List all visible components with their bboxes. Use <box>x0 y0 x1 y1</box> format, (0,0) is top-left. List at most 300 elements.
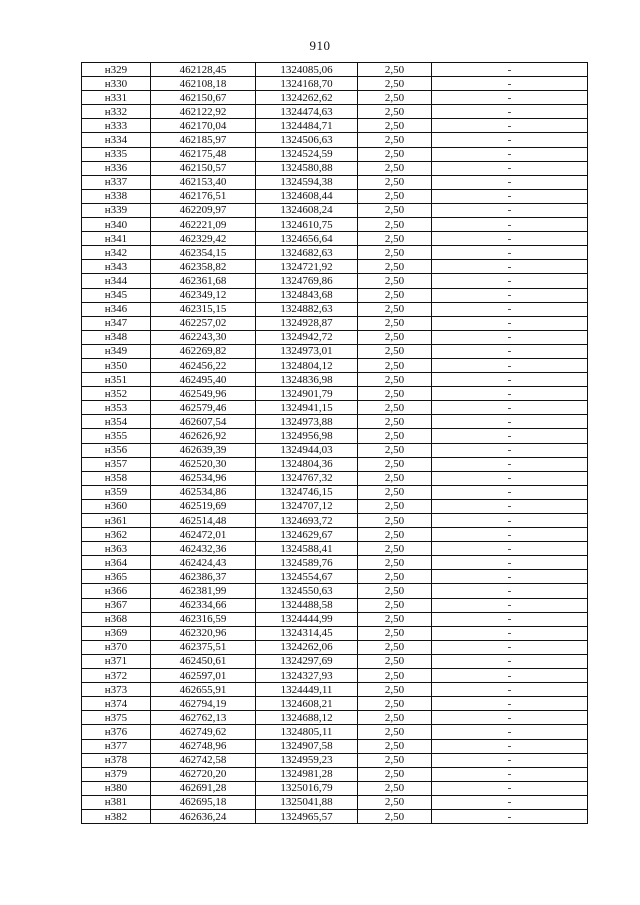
x-coordinate-cell: 462762,13 <box>151 711 256 725</box>
accuracy-cell: 2,50 <box>358 443 432 457</box>
y-coordinate-cell: 1324941,15 <box>256 401 358 415</box>
accuracy-cell: 2,50 <box>358 401 432 415</box>
point-name-cell: н380 <box>82 781 151 795</box>
table-row <box>82 626 588 640</box>
x-coordinate-cell: 462519,69 <box>151 499 256 513</box>
table-row <box>82 809 588 823</box>
note-cell: - <box>432 654 588 668</box>
x-coordinate-cell: 462320,96 <box>151 626 256 640</box>
y-coordinate-cell: 1324449,11 <box>256 683 358 697</box>
y-coordinate-cell: 1324608,21 <box>256 697 358 711</box>
table-row <box>82 91 588 105</box>
x-coordinate-cell: 462361,68 <box>151 274 256 288</box>
x-coordinate-cell: 462221,09 <box>151 218 256 232</box>
note-cell: - <box>432 260 588 274</box>
x-coordinate-cell: 462720,20 <box>151 767 256 781</box>
x-coordinate-cell: 462386,37 <box>151 570 256 584</box>
note-cell: - <box>432 795 588 809</box>
point-name-cell: н351 <box>82 373 151 387</box>
accuracy-cell: 2,50 <box>358 63 432 77</box>
note-cell: - <box>432 542 588 556</box>
x-coordinate-cell: 462742,58 <box>151 753 256 767</box>
table-row <box>82 161 588 175</box>
y-coordinate-cell: 1324610,75 <box>256 218 358 232</box>
accuracy-cell: 2,50 <box>358 246 432 260</box>
accuracy-cell: 2,50 <box>358 612 432 626</box>
y-coordinate-cell: 1324629,67 <box>256 528 358 542</box>
x-coordinate-cell: 462269,82 <box>151 344 256 358</box>
point-name-cell: н372 <box>82 669 151 683</box>
x-coordinate-cell: 462794,19 <box>151 697 256 711</box>
point-name-cell: н368 <box>82 612 151 626</box>
note-cell: - <box>432 302 588 316</box>
point-name-cell: н346 <box>82 302 151 316</box>
accuracy-cell: 2,50 <box>358 260 432 274</box>
point-name-cell: н357 <box>82 457 151 471</box>
y-coordinate-cell: 1324767,32 <box>256 471 358 485</box>
accuracy-cell: 2,50 <box>358 415 432 429</box>
accuracy-cell: 2,50 <box>358 697 432 711</box>
note-cell: - <box>432 274 588 288</box>
table-row <box>82 767 588 781</box>
note-cell: - <box>432 669 588 683</box>
point-name-cell: н337 <box>82 175 151 189</box>
point-name-cell: н330 <box>82 77 151 91</box>
accuracy-cell: 2,50 <box>358 556 432 570</box>
point-name-cell: н364 <box>82 556 151 570</box>
x-coordinate-cell: 462150,57 <box>151 161 256 175</box>
table-row <box>82 654 588 668</box>
note-cell: - <box>432 189 588 203</box>
y-coordinate-cell: 1324693,72 <box>256 514 358 528</box>
table-row <box>82 584 588 598</box>
x-coordinate-cell: 462655,91 <box>151 683 256 697</box>
note-cell: - <box>432 63 588 77</box>
accuracy-cell: 2,50 <box>358 147 432 161</box>
point-name-cell: н377 <box>82 739 151 753</box>
note-cell: - <box>432 781 588 795</box>
x-coordinate-cell: 462150,67 <box>151 91 256 105</box>
y-coordinate-cell: 1324804,36 <box>256 457 358 471</box>
point-name-cell: н375 <box>82 711 151 725</box>
y-coordinate-cell: 1324474,63 <box>256 105 358 119</box>
accuracy-cell: 2,50 <box>358 711 432 725</box>
note-cell: - <box>432 161 588 175</box>
note-cell: - <box>432 316 588 330</box>
table-row <box>82 218 588 232</box>
y-coordinate-cell: 1324682,63 <box>256 246 358 260</box>
note-cell: - <box>432 753 588 767</box>
accuracy-cell: 2,50 <box>358 542 432 556</box>
accuracy-cell: 2,50 <box>358 175 432 189</box>
accuracy-cell: 2,50 <box>358 739 432 753</box>
accuracy-cell: 2,50 <box>358 598 432 612</box>
y-coordinate-cell: 1324168,70 <box>256 77 358 91</box>
note-cell: - <box>432 626 588 640</box>
point-name-cell: н339 <box>82 203 151 217</box>
y-coordinate-cell: 1324488,58 <box>256 598 358 612</box>
x-coordinate-cell: 462122,92 <box>151 105 256 119</box>
table-row <box>82 147 588 161</box>
note-cell: - <box>432 401 588 415</box>
coordinates-table-body <box>82 63 588 824</box>
accuracy-cell: 2,50 <box>358 133 432 147</box>
y-coordinate-cell: 1324707,12 <box>256 499 358 513</box>
note-cell: - <box>432 683 588 697</box>
y-coordinate-cell: 1324942,72 <box>256 330 358 344</box>
table-row <box>82 274 588 288</box>
point-name-cell: н363 <box>82 542 151 556</box>
accuracy-cell: 2,50 <box>358 119 432 133</box>
point-name-cell: н348 <box>82 330 151 344</box>
note-cell: - <box>432 612 588 626</box>
y-coordinate-cell: 1324721,92 <box>256 260 358 274</box>
table-row <box>82 415 588 429</box>
point-name-cell: н370 <box>82 640 151 654</box>
point-name-cell: н361 <box>82 514 151 528</box>
y-coordinate-cell: 1324085,06 <box>256 63 358 77</box>
point-name-cell: н359 <box>82 485 151 499</box>
x-coordinate-cell: 462534,86 <box>151 485 256 499</box>
x-coordinate-cell: 462549,96 <box>151 387 256 401</box>
x-coordinate-cell: 462257,02 <box>151 316 256 330</box>
note-cell: - <box>432 739 588 753</box>
table-row <box>82 133 588 147</box>
point-name-cell: н381 <box>82 795 151 809</box>
x-coordinate-cell: 462626,92 <box>151 429 256 443</box>
accuracy-cell: 2,50 <box>358 654 432 668</box>
x-coordinate-cell: 462175,48 <box>151 147 256 161</box>
y-coordinate-cell: 1324444,99 <box>256 612 358 626</box>
point-name-cell: н356 <box>82 443 151 457</box>
note-cell: - <box>432 570 588 584</box>
accuracy-cell: 2,50 <box>358 330 432 344</box>
x-coordinate-cell: 462108,18 <box>151 77 256 91</box>
accuracy-cell: 2,50 <box>358 767 432 781</box>
x-coordinate-cell: 462495,40 <box>151 373 256 387</box>
y-coordinate-cell: 1324608,24 <box>256 203 358 217</box>
accuracy-cell: 2,50 <box>358 105 432 119</box>
y-coordinate-cell: 1324901,79 <box>256 387 358 401</box>
accuracy-cell: 2,50 <box>358 570 432 584</box>
y-coordinate-cell: 1324656,64 <box>256 232 358 246</box>
table-row <box>82 570 588 584</box>
point-name-cell: н331 <box>82 91 151 105</box>
accuracy-cell: 2,50 <box>358 387 432 401</box>
y-coordinate-cell: 1324589,76 <box>256 556 358 570</box>
accuracy-cell: 2,50 <box>358 781 432 795</box>
note-cell: - <box>432 373 588 387</box>
accuracy-cell: 2,50 <box>358 358 432 372</box>
table-row <box>82 175 588 189</box>
x-coordinate-cell: 462520,30 <box>151 457 256 471</box>
table-row <box>82 457 588 471</box>
x-coordinate-cell: 462176,51 <box>151 189 256 203</box>
accuracy-cell: 2,50 <box>358 232 432 246</box>
x-coordinate-cell: 462349,12 <box>151 288 256 302</box>
y-coordinate-cell: 1324769,86 <box>256 274 358 288</box>
note-cell: - <box>432 514 588 528</box>
table-row <box>82 260 588 274</box>
accuracy-cell: 2,50 <box>358 753 432 767</box>
x-coordinate-cell: 462450,61 <box>151 654 256 668</box>
y-coordinate-cell: 1324973,88 <box>256 415 358 429</box>
table-row <box>82 485 588 499</box>
note-cell: - <box>432 105 588 119</box>
table-row <box>82 640 588 654</box>
note-cell: - <box>432 415 588 429</box>
x-coordinate-cell: 462315,15 <box>151 302 256 316</box>
note-cell: - <box>432 598 588 612</box>
table-row <box>82 711 588 725</box>
page-number: 910 <box>309 38 331 53</box>
point-name-cell: н345 <box>82 288 151 302</box>
table-row <box>82 316 588 330</box>
y-coordinate-cell: 1324981,28 <box>256 767 358 781</box>
note-cell: - <box>432 725 588 739</box>
accuracy-cell: 2,50 <box>358 640 432 654</box>
x-coordinate-cell: 462534,96 <box>151 471 256 485</box>
y-coordinate-cell: 1324262,62 <box>256 91 358 105</box>
point-name-cell: н355 <box>82 429 151 443</box>
note-cell: - <box>432 344 588 358</box>
y-coordinate-cell: 1324907,58 <box>256 739 358 753</box>
table-row <box>82 344 588 358</box>
y-coordinate-cell: 1324973,01 <box>256 344 358 358</box>
point-name-cell: н336 <box>82 161 151 175</box>
y-coordinate-cell: 1324956,98 <box>256 429 358 443</box>
note-cell: - <box>432 528 588 542</box>
accuracy-cell: 2,50 <box>358 795 432 809</box>
table-row <box>82 232 588 246</box>
note-cell: - <box>432 330 588 344</box>
y-coordinate-cell: 1324580,88 <box>256 161 358 175</box>
x-coordinate-cell: 462170,04 <box>151 119 256 133</box>
y-coordinate-cell: 1324314,45 <box>256 626 358 640</box>
y-coordinate-cell: 1324608,44 <box>256 189 358 203</box>
point-name-cell: н340 <box>82 218 151 232</box>
x-coordinate-cell: 462456,22 <box>151 358 256 372</box>
note-cell: - <box>432 133 588 147</box>
x-coordinate-cell: 462358,82 <box>151 260 256 274</box>
y-coordinate-cell: 1324297,69 <box>256 654 358 668</box>
note-cell: - <box>432 246 588 260</box>
point-name-cell: н371 <box>82 654 151 668</box>
point-name-cell: н373 <box>82 683 151 697</box>
table-row <box>82 330 588 344</box>
x-coordinate-cell: 462375,51 <box>151 640 256 654</box>
accuracy-cell: 2,50 <box>358 514 432 528</box>
point-name-cell: н349 <box>82 344 151 358</box>
table-row <box>82 795 588 809</box>
accuracy-cell: 2,50 <box>358 669 432 683</box>
point-name-cell: н353 <box>82 401 151 415</box>
note-cell: - <box>432 119 588 133</box>
note-cell: - <box>432 809 588 823</box>
note-cell: - <box>432 556 588 570</box>
note-cell: - <box>432 485 588 499</box>
note-cell: - <box>432 387 588 401</box>
accuracy-cell: 2,50 <box>358 457 432 471</box>
note-cell: - <box>432 232 588 246</box>
x-coordinate-cell: 462185,97 <box>151 133 256 147</box>
note-cell: - <box>432 457 588 471</box>
table-row <box>82 387 588 401</box>
table-row <box>82 471 588 485</box>
point-name-cell: н358 <box>82 471 151 485</box>
x-coordinate-cell: 462695,18 <box>151 795 256 809</box>
x-coordinate-cell: 462316,59 <box>151 612 256 626</box>
x-coordinate-cell: 462381,99 <box>151 584 256 598</box>
note-cell: - <box>432 203 588 217</box>
x-coordinate-cell: 462334,66 <box>151 598 256 612</box>
x-coordinate-cell: 462472,01 <box>151 528 256 542</box>
point-name-cell: н362 <box>82 528 151 542</box>
table-row <box>82 612 588 626</box>
y-coordinate-cell: 1324262,06 <box>256 640 358 654</box>
accuracy-cell: 2,50 <box>358 429 432 443</box>
x-coordinate-cell: 462424,43 <box>151 556 256 570</box>
table-row <box>82 739 588 753</box>
note-cell: - <box>432 77 588 91</box>
table-row <box>82 781 588 795</box>
point-name-cell: н354 <box>82 415 151 429</box>
table-row <box>82 429 588 443</box>
table-row <box>82 302 588 316</box>
point-name-cell: н366 <box>82 584 151 598</box>
table-row <box>82 203 588 217</box>
table-row <box>82 358 588 372</box>
accuracy-cell: 2,50 <box>358 499 432 513</box>
point-name-cell: н334 <box>82 133 151 147</box>
table-row <box>82 528 588 542</box>
accuracy-cell: 2,50 <box>358 809 432 823</box>
x-coordinate-cell: 462749,62 <box>151 725 256 739</box>
table-row <box>82 105 588 119</box>
note-cell: - <box>432 91 588 105</box>
x-coordinate-cell: 462432,36 <box>151 542 256 556</box>
accuracy-cell: 2,50 <box>358 725 432 739</box>
point-name-cell: н378 <box>82 753 151 767</box>
point-name-cell: н367 <box>82 598 151 612</box>
table-row <box>82 697 588 711</box>
table-row <box>82 119 588 133</box>
accuracy-cell: 2,50 <box>358 344 432 358</box>
table-row <box>82 373 588 387</box>
note-cell: - <box>432 499 588 513</box>
point-name-cell: н352 <box>82 387 151 401</box>
accuracy-cell: 2,50 <box>358 218 432 232</box>
table-row <box>82 401 588 415</box>
y-coordinate-cell: 1324524,59 <box>256 147 358 161</box>
y-coordinate-cell: 1324928,87 <box>256 316 358 330</box>
accuracy-cell: 2,50 <box>358 288 432 302</box>
note-cell: - <box>432 640 588 654</box>
accuracy-cell: 2,50 <box>358 203 432 217</box>
point-name-cell: н369 <box>82 626 151 640</box>
y-coordinate-cell: 1324843,68 <box>256 288 358 302</box>
y-coordinate-cell: 1324594,38 <box>256 175 358 189</box>
point-name-cell: н350 <box>82 358 151 372</box>
point-name-cell: н343 <box>82 260 151 274</box>
accuracy-cell: 2,50 <box>358 485 432 499</box>
note-cell: - <box>432 443 588 457</box>
y-coordinate-cell: 1324327,93 <box>256 669 358 683</box>
y-coordinate-cell: 1324959,23 <box>256 753 358 767</box>
table-row <box>82 669 588 683</box>
accuracy-cell: 2,50 <box>358 471 432 485</box>
x-coordinate-cell: 462748,96 <box>151 739 256 753</box>
y-coordinate-cell: 1325041,88 <box>256 795 358 809</box>
accuracy-cell: 2,50 <box>358 274 432 288</box>
x-coordinate-cell: 462128,45 <box>151 63 256 77</box>
y-coordinate-cell: 1324746,15 <box>256 485 358 499</box>
table-row <box>82 77 588 91</box>
accuracy-cell: 2,50 <box>358 77 432 91</box>
point-name-cell: н338 <box>82 189 151 203</box>
y-coordinate-cell: 1324550,63 <box>256 584 358 598</box>
accuracy-cell: 2,50 <box>358 683 432 697</box>
point-name-cell: н329 <box>82 63 151 77</box>
note-cell: - <box>432 147 588 161</box>
table-row <box>82 288 588 302</box>
y-coordinate-cell: 1324688,12 <box>256 711 358 725</box>
point-name-cell: н332 <box>82 105 151 119</box>
y-coordinate-cell: 1324882,63 <box>256 302 358 316</box>
note-cell: - <box>432 584 588 598</box>
accuracy-cell: 2,50 <box>358 161 432 175</box>
note-cell: - <box>432 288 588 302</box>
table-row <box>82 63 588 77</box>
accuracy-cell: 2,50 <box>358 584 432 598</box>
table-row <box>82 499 588 513</box>
x-coordinate-cell: 462209,97 <box>151 203 256 217</box>
point-name-cell: н333 <box>82 119 151 133</box>
coordinates-table <box>81 62 588 824</box>
table-row <box>82 514 588 528</box>
point-name-cell: н374 <box>82 697 151 711</box>
table-row <box>82 556 588 570</box>
y-coordinate-cell: 1324484,71 <box>256 119 358 133</box>
point-name-cell: н335 <box>82 147 151 161</box>
x-coordinate-cell: 462607,54 <box>151 415 256 429</box>
x-coordinate-cell: 462329,42 <box>151 232 256 246</box>
y-coordinate-cell: 1325016,79 <box>256 781 358 795</box>
x-coordinate-cell: 462354,15 <box>151 246 256 260</box>
y-coordinate-cell: 1324554,67 <box>256 570 358 584</box>
x-coordinate-cell: 462514,48 <box>151 514 256 528</box>
table-row <box>82 246 588 260</box>
point-name-cell: н379 <box>82 767 151 781</box>
y-coordinate-cell: 1324965,57 <box>256 809 358 823</box>
note-cell: - <box>432 429 588 443</box>
point-name-cell: н365 <box>82 570 151 584</box>
x-coordinate-cell: 462639,39 <box>151 443 256 457</box>
x-coordinate-cell: 462153,40 <box>151 175 256 189</box>
accuracy-cell: 2,50 <box>358 528 432 542</box>
x-coordinate-cell: 462636,24 <box>151 809 256 823</box>
table-row <box>82 753 588 767</box>
y-coordinate-cell: 1324804,12 <box>256 358 358 372</box>
table-row <box>82 189 588 203</box>
accuracy-cell: 2,50 <box>358 302 432 316</box>
table-row <box>82 443 588 457</box>
table-row <box>82 683 588 697</box>
x-coordinate-cell: 462243,30 <box>151 330 256 344</box>
accuracy-cell: 2,50 <box>358 373 432 387</box>
table-row <box>82 598 588 612</box>
accuracy-cell: 2,50 <box>358 316 432 330</box>
